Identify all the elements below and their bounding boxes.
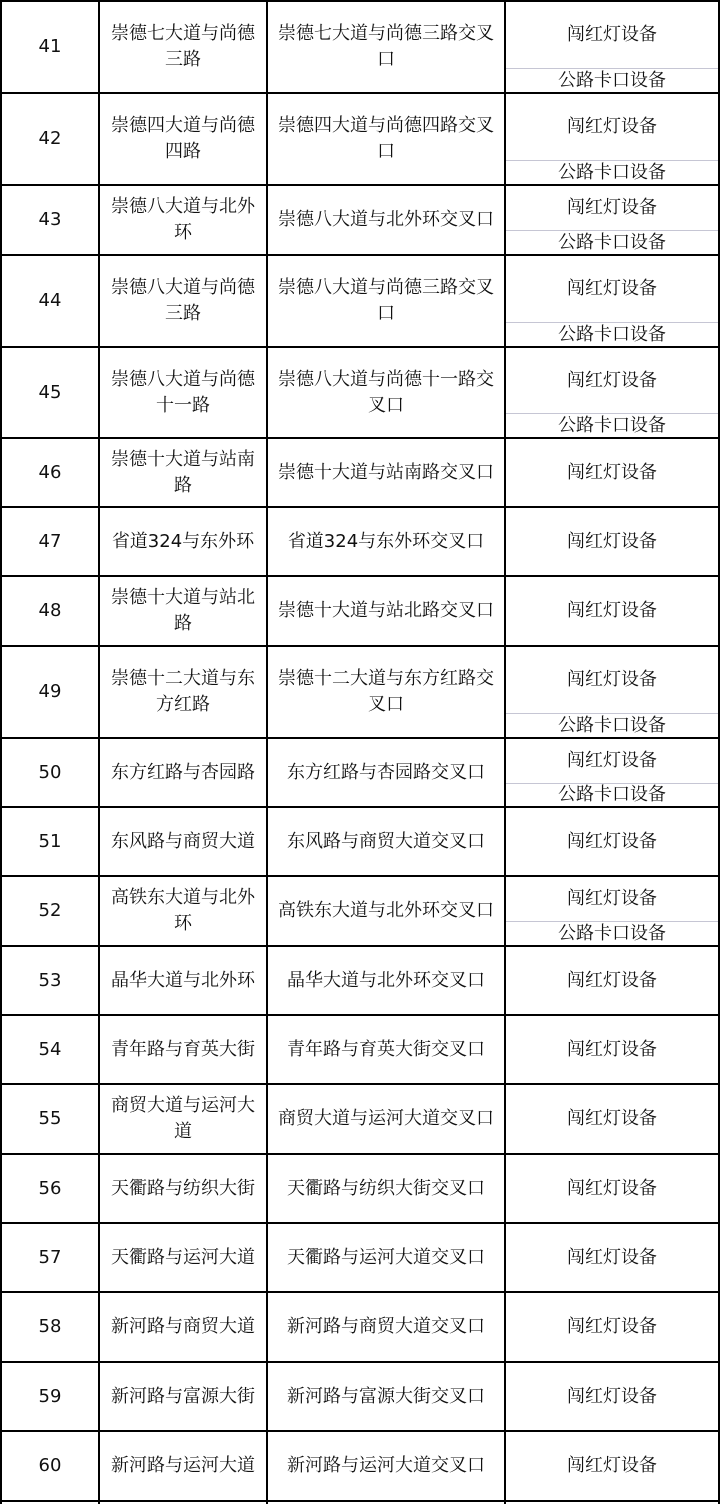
road-name-cell: 崇德八大道与北外环 — [111, 196, 255, 243]
intersection-cell: 东风路与商贸大道交叉口 — [287, 830, 485, 852]
device-type-label: 闯红灯设备 — [567, 24, 657, 45]
row-border — [0, 945, 720, 947]
device-type-label: 闯红灯设备 — [567, 1385, 657, 1407]
device-type-label: 公路卡口设备 — [558, 784, 666, 805]
road-name-cell: 天衢路与运河大道 — [111, 1246, 255, 1268]
road-name-cell: 高铁东大道与北外环 — [111, 887, 255, 934]
intersection-cell: 天衢路与纺织大街交叉口 — [287, 1177, 485, 1199]
device-type-label: 闯红灯设备 — [567, 888, 657, 909]
row-border — [0, 1014, 720, 1016]
road-name-cell: 崇德八大道与尚德三路 — [111, 277, 255, 324]
intersection-cell: 省道324与东外环交叉口 — [287, 530, 485, 552]
intersection-cell: 新河路与运河大道交叉口 — [287, 1455, 485, 1476]
row-border — [0, 92, 720, 94]
intersection-cell: 商贸大道与运河大道交叉口 — [278, 1108, 494, 1129]
device-type-label: 公路卡口设备 — [558, 715, 666, 736]
row-number: 53 — [38, 969, 62, 991]
row-border — [0, 806, 720, 808]
row-border — [0, 575, 720, 577]
road-name-cell: 崇德十大道与站南路 — [111, 448, 255, 496]
intersection-cell: 崇德七大道与尚德三路交叉口 — [278, 23, 494, 70]
device-divider — [506, 230, 720, 231]
row-border — [0, 437, 720, 439]
road-name-cell: 省道324与东外环 — [111, 530, 255, 552]
road-name-cell: 崇德十二大道与东方红路 — [111, 668, 255, 715]
road-name-cell: 崇德八大道与尚德十一路 — [111, 368, 255, 416]
road-name-cell: 东方红路与杏园路 — [111, 761, 255, 783]
column-border — [98, 0, 100, 1504]
device-type-label: 闯红灯设备 — [567, 669, 657, 690]
row-border — [0, 1222, 720, 1224]
device-type-label: 公路卡口设备 — [558, 232, 666, 253]
device-divider — [506, 322, 720, 323]
device-type-label: 公路卡口设备 — [558, 923, 666, 944]
row-number: 55 — [38, 1108, 62, 1129]
row-border — [0, 1500, 720, 1502]
row-number: 41 — [38, 36, 62, 57]
road-name-cell: 新河路与富源大街 — [111, 1385, 255, 1407]
column-border — [266, 0, 268, 1504]
intersection-cell: 崇德十大道与站南路交叉口 — [278, 461, 494, 483]
road-name-cell: 崇德十大道与站北路 — [111, 587, 255, 634]
column-border — [504, 0, 506, 1504]
device-type-label: 闯红灯设备 — [567, 197, 657, 218]
intersection-cell: 晶华大道与北外环交叉口 — [287, 969, 485, 991]
intersection-cell: 崇德四大道与尚德四路交叉口 — [278, 115, 494, 162]
device-divider — [506, 160, 720, 161]
row-number: 54 — [38, 1038, 62, 1060]
device-type-label: 闯红灯设备 — [567, 369, 657, 391]
road-name-cell: 天衢路与纺织大街 — [111, 1177, 255, 1199]
row-border — [0, 1430, 720, 1432]
road-name-cell: 崇德七大道与尚德三路 — [111, 23, 255, 70]
device-type-label: 公路卡口设备 — [558, 70, 666, 91]
device-type-label: 公路卡口设备 — [558, 415, 666, 436]
device-type-label: 闯红灯设备 — [567, 750, 657, 771]
road-name-cell: 崇德四大道与尚德四路 — [111, 115, 255, 162]
row-border — [0, 0, 720, 2]
device-type-label: 公路卡口设备 — [558, 324, 666, 345]
intersection-cell: 东方红路与杏园路交叉口 — [287, 761, 485, 783]
row-border — [0, 254, 720, 256]
row-border — [0, 506, 720, 508]
road-name-cell: 青年路与育英大街 — [111, 1038, 255, 1060]
device-type-label: 闯红灯设备 — [567, 1316, 657, 1337]
row-border — [0, 1083, 720, 1085]
device-type-label: 闯红灯设备 — [567, 116, 657, 137]
row-number: 52 — [38, 900, 62, 921]
row-number: 48 — [38, 600, 62, 621]
device-divider — [506, 921, 720, 922]
intersection-cell: 高铁东大道与北外环交叉口 — [278, 900, 494, 921]
row-border — [0, 1291, 720, 1293]
row-number: 46 — [38, 461, 62, 483]
column-border — [0, 0, 2, 1504]
device-type-label: 闯红灯设备 — [567, 600, 657, 621]
row-number: 45 — [38, 381, 62, 403]
intersection-cell: 崇德八大道与尚德十一路交叉口 — [278, 368, 494, 416]
device-divider — [506, 713, 720, 714]
row-border — [0, 1361, 720, 1363]
device-type-label: 闯红灯设备 — [567, 1246, 657, 1268]
row-border — [0, 737, 720, 739]
device-divider — [506, 413, 720, 414]
row-number: 59 — [38, 1385, 62, 1407]
device-type-label: 闯红灯设备 — [567, 1108, 657, 1129]
device-type-label: 闯红灯设备 — [567, 1038, 657, 1060]
row-number: 42 — [38, 128, 62, 149]
intersection-cell: 崇德十二大道与东方红路交叉口 — [278, 668, 494, 715]
row-number: 47 — [38, 530, 62, 552]
row-number: 58 — [38, 1316, 62, 1337]
intersection-cell: 青年路与育英大街交叉口 — [287, 1038, 485, 1060]
device-type-label: 闯红灯设备 — [567, 530, 657, 552]
row-number: 49 — [38, 681, 62, 702]
device-type-label: 闯红灯设备 — [567, 278, 657, 299]
road-name-cell: 晶华大道与北外环 — [111, 969, 255, 991]
device-type-label: 闯红灯设备 — [567, 1455, 657, 1476]
intersection-cell: 崇德十大道与站北路交叉口 — [278, 600, 494, 621]
road-name-cell: 商贸大道与运河大道 — [111, 1095, 255, 1142]
row-number: 60 — [38, 1455, 62, 1476]
intersection-cell: 崇德八大道与尚德三路交叉口 — [278, 277, 494, 324]
device-type-label: 闯红灯设备 — [567, 461, 657, 483]
row-border — [0, 645, 720, 647]
intersection-cell: 崇德八大道与北外环交叉口 — [278, 209, 494, 230]
row-border — [0, 875, 720, 877]
device-divider — [506, 68, 720, 69]
row-number: 50 — [38, 761, 62, 783]
device-type-label: 闯红灯设备 — [567, 830, 657, 852]
road-name-cell: 东风路与商贸大道 — [111, 830, 255, 852]
road-name-cell: 新河路与商贸大道 — [111, 1316, 255, 1337]
device-type-label: 闯红灯设备 — [567, 969, 657, 991]
row-number: 51 — [38, 830, 62, 852]
row-border — [0, 184, 720, 186]
row-number: 44 — [38, 290, 62, 311]
intersection-cell: 新河路与商贸大道交叉口 — [287, 1316, 485, 1337]
device-type-label: 闯红灯设备 — [567, 1177, 657, 1199]
intersection-cell: 天衢路与运河大道交叉口 — [287, 1246, 485, 1268]
intersection-cell: 新河路与富源大街交叉口 — [287, 1385, 485, 1407]
row-number: 57 — [38, 1246, 62, 1268]
row-border — [0, 346, 720, 348]
row-number: 43 — [38, 209, 62, 230]
road-name-cell: 新河路与运河大道 — [111, 1455, 255, 1476]
row-border — [0, 1153, 720, 1155]
row-number: 56 — [38, 1177, 62, 1199]
device-type-label: 公路卡口设备 — [558, 162, 666, 183]
